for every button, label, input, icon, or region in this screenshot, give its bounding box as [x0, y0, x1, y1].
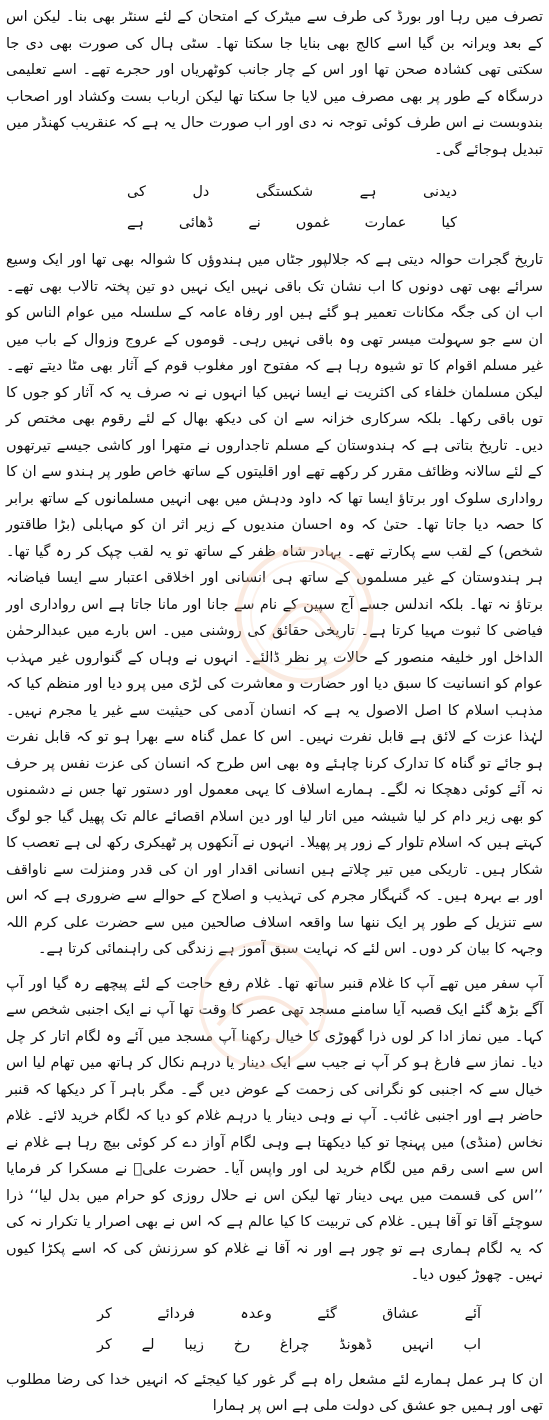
poem-word: کر	[97, 1305, 112, 1322]
poem-word: عمارت	[364, 215, 407, 231]
poem-1-line-1	[127, 177, 457, 208]
poem-word: لے	[141, 1336, 155, 1353]
poem-2-line-2	[97, 1330, 481, 1361]
poem-word: غموں	[295, 215, 330, 231]
poem-word: نے	[248, 215, 261, 231]
poem-word: فردائے	[157, 1305, 195, 1322]
paragraph-4: ان کا ہر عمل ہمارے لئے مشعل راہ ہے گر غور کیا کیجئے کہ انہیں خدا کی رضا مطلوب تھی اور ہمیں جو عشق کی دولت ملی ہے اس پر ہمارا	[6, 1371, 543, 1414]
poem-word: شکستگی	[255, 184, 314, 200]
paragraph-2: تاریخ گجرات حوالہ دیتی ہے کہ جلالپور جٹاں میں ہندوؤں کا شوالہ بھی تھا اور ایک وسیع سرائے بھی تھی دونوں کا اب نشان تک باقی نہیں ایک نہیں دو تین پختہ تالاب بھی تھے۔ اب ان کی جگہ مکانات تعمیر ہو گئے ہیں اور رفاہ عامہ کے سلسلہ میں عوام الناس کو ان سے جو سہولت میسر تھی وہ باقی نہیں رہی۔ قوموں کے عروج وزوال کے باب میں غیر مسلم اقوام کا تو شیوہ رہا ہے کہ مفتوح اور مغلوب قوم کے آثار بھی مٹا دیتے تھے۔ لیکن مسلمان خلفاء کی اکثریت نے ایسا نہیں کیا انہوں نے نہ صرف یہ کہ آثار کو جوں کا توں باقی رکھا۔ بلکہ سرکاری خزانہ سے ان کی دیکھ بھال کے لئے رقوم بھی مختص کر دیں۔ تاریخ بتاتی ہے کہ ہندوستان کے مسلم تاجداروں نے متھرا اور کاشی جیسے تیرتھوں کے لئے سالانہ وظائف مقرر کر رکھے تھے اور اقلیتوں کے ساتھ خاص طور پر ہندو سے ان کا رواداری سلوک اور برتاؤ ایسا تھا کہ داود ودہش میں بھی انہیں مسلمانوں کے ساتھ برابر کا حصہ دیا جاتا تھا۔ حتیٰ کہ وہ احسان مندیوں کے زیر اثر ان کو مہابلی (بڑا طاقتور شخص) کے لقب سے پکارتے تھے۔ بہادر شاہ ظفر کے ساتھ تو یہ لقب چپک کر رہ گیا تھا۔ ہر ہندوستان کے غیر مسلموں کے ساتھ ہی انسانی اور اخلاقی اعتبار سے ایسا فیاضانہ برتاؤ نہ تھا۔ بلکہ اندلس جسے آج سپین کے نام سے جانا اور مانا جاتا ہے اس رواداری اور فیاضی کا ثبوت مہیا کرتا ہے۔ تاریخی حقائق کی روشنی میں۔ اس بارے میں عبدالرحمٰن الداخل اور خلیفہ منصور کے حالات پر نظر ڈالئے۔ انہوں نے وہاں کے گنواروں غیر مہذب عوام کو انسانیت کا سبق دیا اور حضارت و معاشرت کی لڑی میں پرو دیا اور منظم کیا کہ مذہب اسلام کا اصل الاصول یہ ہے کہ انسان آدمی کی حیثیت سے غیر یا مجرم نہیں۔ لہٰذا عزت کے لائق ہے قابل نفرت نہیں۔ اس کا عمل گناہ سے بھرا ہو تو کہ قابل نفرت ہو جائے تو گناہ کا تدارک کرنا چاہئے وہ بھی اس طرح کہ انسان کی عزت نفس پر حرف نہ آئے کوئی دھچکا نہ لگے۔ ہمارے اسلاف کا یہی معمول اور دستور تھا جس نے دشمنوں کو بھی زیر دام کر لیا شیشہ میں اتار لیا اور دین اسلام اقصائے عالم تک پھیل گیا جو لوگ کہتے ہیں کہ اسلام تلوار کے زور پر پھیلا۔ انہوں نے آنکھوں پر ٹھیکری رکھ لی ہے تعصب کا شکار ہیں۔ تاریکی میں تیر چلاتے ہیں انسانی اقدار اور ان کی قدر ومنزلت سے ناواقف اور بے بہرہ ہیں۔ کہ گنہگار مجرم کی تہذیب و اصلاح کے حوالے سے ضروری ہے کہ اس سے تنزیل کے طور پر ایک ننھا سا واقعہ اسلاف صالحین میں سے حضرت علی کرم اللہ وجہہ کا بیان کر دوں۔ اس لئے کہ نہایت سبق آموز ہے زندگی کی راہنمائی کرتا ہے۔	[6, 252, 543, 957]
poem-word: آئے	[464, 1305, 481, 1322]
poem-word: ہے	[127, 215, 144, 231]
poem-word: ڈھونڈ	[339, 1336, 373, 1353]
paragraph-3: آپ سفر میں تھے آپ کا غلام قنبر ساتھ تھا۔ غلام رفع حاجت کے لئے پیچھے رہ گیا اور آپ آگے بڑھ گئے ایک قصبہ آیا سامنے مسجد تھی عصر کا وقت تھا آپ نے ایک اجنبی شخص سے کہا۔ میں نماز ادا کر لوں ذرا گھوڑی کا خیال رکھنا آپ مسجد میں آئے وہ لگام اتار کر چل دیا۔ نماز سے فارغ ہو کر آپ نے جیب سے ایک دینار یا درہم نکال کر ہاتھ میں تھام لیا اس خیال سے کہ اجنبی کو نگرانی کی زحمت کے عوض دیں گے۔ مگر باہر آ کر دیکھا کہ قنبر حاضر ہے اور اجنبی غائب۔ آپ نے وہی دینار یا درہم غلام کو دیا کہ لگام خرید لائے۔ غلام نخاس (منڈی) میں پہنچا تو کیا دیکھتا ہے وہی لگام آواز دے کر کوئی بیچ رہا ہے غلام نے اس سے اسی رقم میں لگام خرید لی اور واپس آیا۔ حضرت علیؓ نے مسکرا کر فرمایا ’’اس کی قسمت میں یہی دینار تھا لیکن اس نے حلال روزی کو حرام میں بدل لیا‘‘ ذرا سوچئے آقا تو آقا ہیں۔ غلام کی تربیت کا کیا عالم ہے کہ اس نے بھی اصرار یا تکرار نہ کی کہ یہ لگام ہماری ہے تو چور ہے اور نہ آقا نے غلام کو سرزنش کی کہ اسے پکڑا کیوں نہیں۔ چھوڑ کیوں دیا۔	[6, 975, 543, 1283]
poem-word: گئے	[317, 1305, 337, 1322]
poem-word: عشاق	[382, 1305, 420, 1322]
poem-word: رخ	[233, 1336, 251, 1353]
paragraph-1: تصرف میں رہا اور بورڈ کی طرف سے میٹرک کے امتحان کے لئے سنٹر بھی بنا۔ لیکن اس کے بعد ویرانہ بن گیا اسے کالج بھی بنایا جا سکتا تھا۔ سٹی ہال کی صورت بھی دی جا سکتی تھی کشادہ صحن تھا اور اس کے چار جانب کوٹھریاں اور حجرے تھے۔ اسے تعلیمی درسگاہ کے طور پر بھی مصرف میں لایا جا سکتا تھا لیکن ارباب بست وکشاد اور اصحاب بندوبست نے اس طرف کوئی توجہ نہ دی اور اب صورت حال یہ ہے کہ عنقریب کھنڈر میں تبدیل ہوجائے گی۔	[6, 9, 543, 158]
poem-1-line-2	[127, 208, 457, 239]
poem-1	[6, 177, 543, 239]
poem-word: اب	[463, 1336, 481, 1353]
poem-2-line-1	[97, 1299, 481, 1330]
poem-word: انہیں	[401, 1336, 434, 1353]
poem-word: وعدہ	[240, 1305, 272, 1322]
poem-word: زیبا	[184, 1336, 204, 1353]
poem-word: دیدنی	[423, 184, 457, 200]
poem-word: کیا	[441, 215, 457, 231]
poem-word: ہے	[359, 184, 377, 200]
poem-word: کی	[127, 184, 146, 200]
poem-word: چراغ	[279, 1336, 310, 1353]
poem-word: دل	[192, 184, 210, 200]
poem-word: ڈھائی	[178, 215, 214, 231]
poem-2	[6, 1299, 543, 1361]
poem-word: کر	[97, 1336, 112, 1353]
